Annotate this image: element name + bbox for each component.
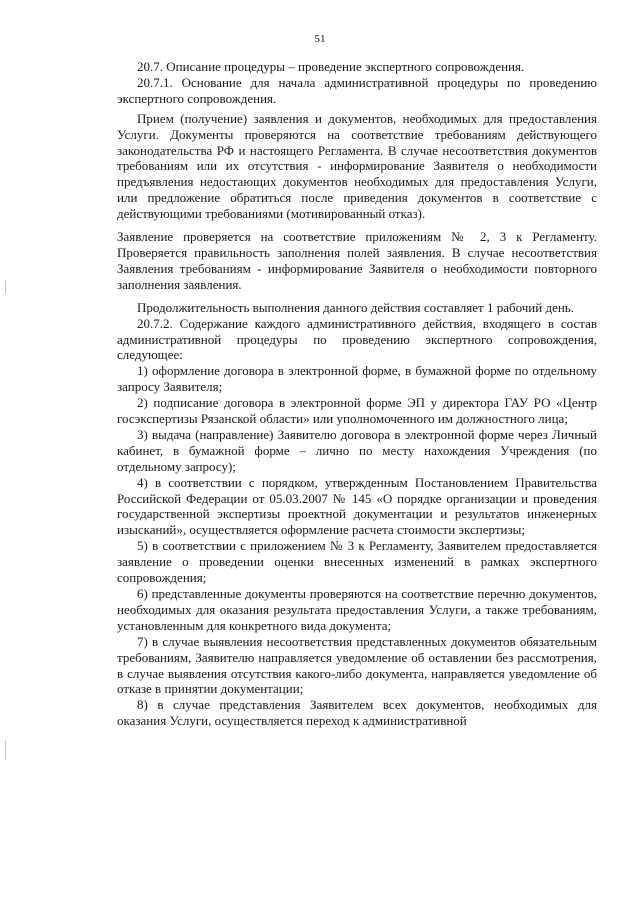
subsection-heading: 20.7.1. Основание для начала административной процедуры по проведению экспертного сопровождения. xyxy=(117,74,597,106)
paragraph: Заявление проверяется на соответствие приложениям № 2, 3 к Регламенту. Проверяется правильность заполнения полей заявления. В случае несоответствия Заявления требованиям - информирование Заявителя о необходимости повторного заполнения заявления. xyxy=(117,229,597,292)
list-item: 5) в соответствии с приложением № 3 к Регламенту, Заявителем предоставляется заявление о проведении оценки внесенных изменений в рамках экспертного сопровождения; xyxy=(117,538,597,586)
list-item: 8) в случае представления Заявителем всех документов, необходимых для оказания Услуги, осуществляется переход к административной xyxy=(117,697,597,729)
list-item: 3) выдача (направление) Заявителю договора в электронной форме через Личный кабинет, в бумажной форме – лично по месту нахождения Учреждения (по отдельному запросу); xyxy=(117,426,597,474)
paragraph: Продолжительность выполнения данного действия составляет 1 рабочий день. xyxy=(137,299,574,315)
scan-artifact xyxy=(5,280,6,294)
section-heading: 20.7. Описание процедуры – проведение экспертного сопровождения. xyxy=(137,59,525,74)
document-body xyxy=(117,59,597,729)
list-item: 4) в соответствии с порядком, утвержденным Постановлением Правительства Российской Федерации от 05.03.2007 № 145 «О порядке организации и проведения государственной экспертизы проектной документации и результатов инженерных изысканий», осуществляется оформление расчета стоимости экспертизы; xyxy=(117,474,597,538)
list-item: 1) оформление договора в электронной форме, в бумажной форме по отдельному запросу Заявителя; xyxy=(117,363,597,395)
list-item: 7) в случае выявления несоответствия представленных документов обязательным требованиям, Заявителю направляется уведомление об оставлении без рассмотрения, в случае выявления отсутствия какого-либо документа, направляется уведомление об отказе в принятии документации; xyxy=(117,633,597,697)
list-item: 2) подписание договора в электронной форме ЭП у директора ГАУ РО «Центр госэкспертизы Рязанской области» или уполномоченного им должностного лица; xyxy=(117,395,597,427)
subsection-heading: 20.7.2. Содержание каждого административного действия, входящего в состав административной процедуры по проведению экспертного сопровождения, следующее: xyxy=(117,315,597,363)
scan-artifact xyxy=(5,740,6,760)
paragraph: Прием (получение) заявления и документов, необходимых для предоставления Услуги. Документы проверяются на соответствие требованиям действующего законодательства РФ и настоящего Регламента. В случае несоответствия документов требованиям или их отсутствия - информирование Заявителя о необходимости предъявления недостающих документов необходимых для предоставления Услуги, или предложение обратиться после приведения документов в соответствие с действующими требованиями (мотивированный отказ). xyxy=(117,110,597,222)
list-item: 6) представленные документы проверяются на соответствие перечню документов, необходимых для оказания результата предоставления Услуги, а также требованиям, установленным для конкретного вида документа; xyxy=(117,586,597,633)
page-number: 51 xyxy=(314,33,326,45)
